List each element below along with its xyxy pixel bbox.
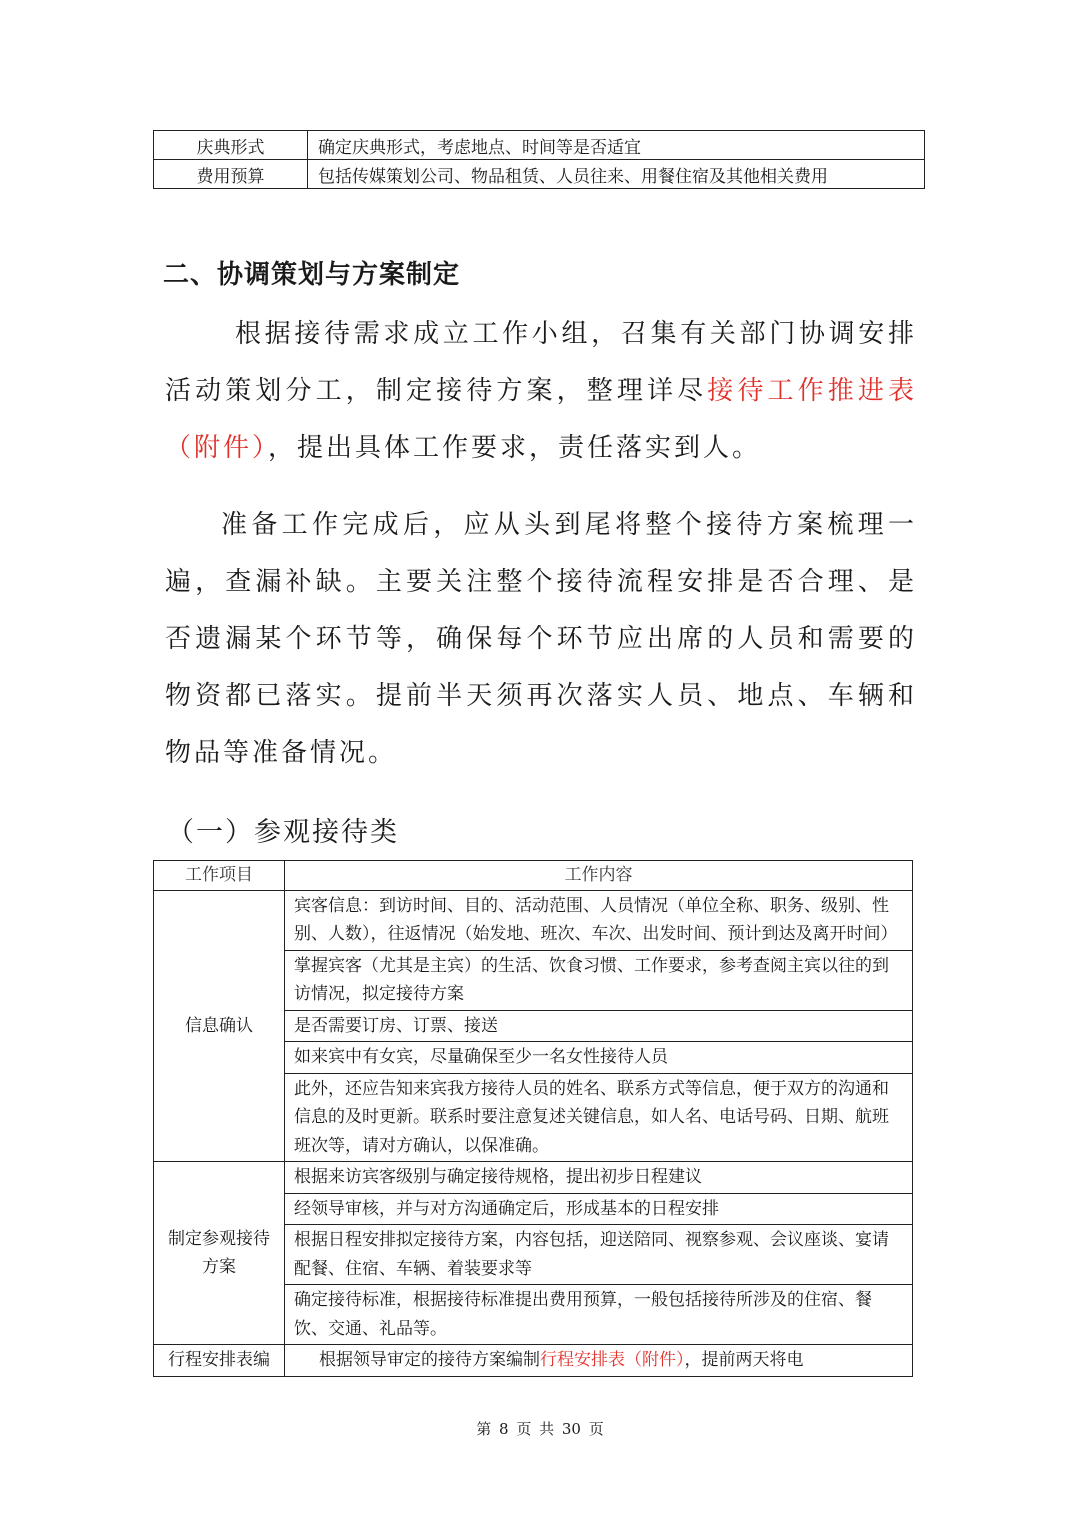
table-cell-item: 费用预算 (154, 160, 308, 189)
header-item: 工作项目 (154, 861, 285, 891)
header-content: 工作内容 (285, 861, 913, 891)
table-cell-content: 确定接待标准，根据接待标准提出费用预算，一般包括接待所涉及的住宿、餐饮、交通、礼品等。 (285, 1285, 913, 1345)
group-label-plan: 制定参观接待方案 (154, 1162, 285, 1345)
paragraph-1 (165, 306, 917, 477)
table-cell-content: 确定庆典形式，考虑地点、时间等是否适宜 (308, 131, 925, 160)
table-cell-content: 经领导审核，并与对方沟通确定后，形成基本的日程安排 (285, 1193, 913, 1225)
paragraph-2: 准备工作完成后，应从头到尾将整个接待方案梳理一遍，查漏补缺。主要关注整个接待流程安排是否合理、是否遗漏某个环节等，确保每个环节应出席的人员和需要的物资都已落实。提前半天须再次落实人员、地点、车辆和物品等准备情况。 (165, 510, 917, 768)
table-row (154, 890, 913, 950)
table-cell-content: 掌握宾客（尤其是主宾）的生活、饮食习惯、工作要求，参考查阅主宾以往的到访情况，拟定接待方案 (285, 950, 913, 1010)
sub-heading: （一）参观接待类 (167, 817, 399, 848)
cell-text: ，提前两天将电 (684, 1350, 804, 1370)
table-row (154, 131, 925, 160)
table-row (154, 160, 925, 189)
reception-table (153, 860, 913, 1377)
attachment-link[interactable]: 行程安排表（附件） (540, 1350, 685, 1370)
table-row (154, 1345, 913, 1377)
table-row (154, 1162, 913, 1194)
group-label-info: 信息确认 (154, 890, 285, 1162)
cell-text: 根据领导审定的接待方案编制 (319, 1350, 540, 1370)
table-cell-content: 如来宾中有女宾，尽量确保至少一名女性接待人员 (285, 1042, 913, 1074)
paragraph-text: 根据接待需求成立工作小组，召集有关部门协调安排活动策划分工，制定接待方案，整理详尽 (165, 319, 917, 406)
table-cell-content: 此外，还应告知来宾我方接待人员的姓名、联系方式等信息，便于双方的沟通和信息的及时更新。联系时要注意复述关键信息，如人名、电话号码、日期、航班班次等，请对方确认，以保准确。 (285, 1073, 913, 1162)
attachment-link[interactable]: 接待工作推进表（附件） (165, 376, 917, 463)
table-cell-content: 根据来访宾客级别与确定接待规格，提出初步日程建议 (285, 1162, 913, 1194)
top-table (153, 130, 925, 189)
page-footer: 第 8 页 共 30 页 (476, 1420, 604, 1438)
table-cell-content: 包括传媒策划公司、物品租赁、人员往来、用餐住宿及其他相关费用 (308, 160, 925, 189)
table-cell-content: 是否需要订房、订票、接送 (285, 1010, 913, 1042)
table-cell-content: 宾客信息：到访时间、目的、活动范围、人员情况（单位全称、职务、级别、性别、人数），往返情况（始发地、班次、车次、出发时间、预计到达及离开时间） (285, 890, 913, 950)
table-header-row (154, 861, 913, 891)
paragraph-text: ，提出具体工作要求，责任落实到人。 (268, 433, 762, 463)
table-cell-item: 庆典形式 (154, 131, 308, 160)
section-heading: 二、协调策划与方案制定 (163, 260, 461, 290)
table-cell-content (285, 1345, 913, 1377)
table-cell-content: 根据日程安排拟定接待方案，内容包括，迎送陪同、视察参观、会议座谈、宴请配餐、住宿、车辆、着装要求等 (285, 1225, 913, 1285)
group-label-itinerary: 行程安排表编 (154, 1345, 285, 1377)
